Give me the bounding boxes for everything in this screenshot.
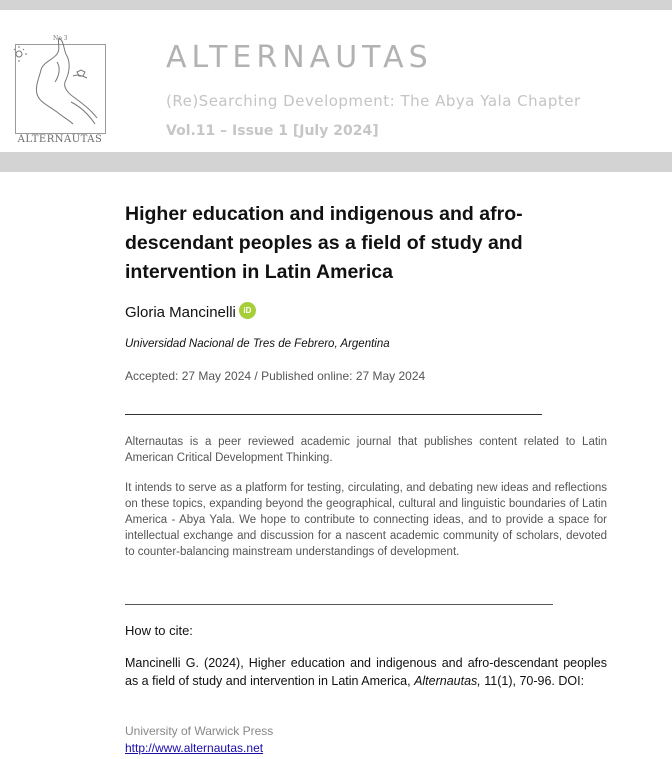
article-page	[0, 172, 672, 759]
publisher: University of Warwick Press	[125, 724, 274, 738]
citation-text	[125, 655, 607, 690]
about-paragraph-1: Alternautas is a peer reviewed academic journal that publishes content related to Latin American Critical Development Thinking.	[125, 436, 607, 464]
orcid-icon[interactable]: iD	[239, 302, 256, 319]
divider	[125, 604, 553, 605]
logo-map-icon	[13, 32, 107, 134]
logo-mark: No 3	[53, 35, 68, 42]
top-bar	[0, 0, 672, 10]
author-name: Gloria Mancinelli	[125, 304, 236, 321]
publication-dates: Accepted: 27 May 2024 / Published online: 27 May 2024	[125, 369, 426, 383]
divider	[125, 414, 542, 415]
journal-title: ALTERNAUTAS	[166, 40, 433, 75]
how-to-cite-heading: How to cite:	[125, 623, 193, 638]
journal-issue: Vol.11 – Issue 1 [July 2024]	[166, 123, 379, 139]
about-paragraph-2: It intends to serve as a platform for testing, circulating, and debating new ideas and reflections on these topics, expanding beyond the geographical, cultural and linguistic boundaries of Latin America - Abya Yala. We hope to contribute to connecting ideas, and to provide a space for intellectual exchange and discussion for a nascent academic community of scholars, devoted to counter-balancing mainstream understandings of development.	[125, 482, 607, 558]
citation-text-before: Mancinelli G. (2024), Higher education and indigenous and afro-descendant peoples as a field of study and intervention in Latin America,	[125, 656, 607, 688]
author-affiliation: Universidad Nacional de Tres de Febrero, Argentina	[125, 338, 390, 350]
header-separator	[0, 152, 672, 172]
website-link[interactable]: http://www.alternautas.net	[125, 741, 264, 755]
alternautas-logo	[13, 32, 107, 150]
journal-subtitle: (Re)Searching Development: The Abya Yala Chapter	[166, 92, 581, 110]
author-line	[125, 302, 256, 321]
journal-header	[0, 10, 672, 152]
logo-text: ALTERNAUTAS	[17, 134, 103, 145]
citation-journal: Alternautas,	[414, 673, 481, 688]
citation-text-after: 11(1), 70-96. DOI:	[480, 673, 585, 688]
article-title: Higher education and indigenous and afro-descendant peoples as a field of study and intervention in Latin America	[125, 203, 523, 283]
